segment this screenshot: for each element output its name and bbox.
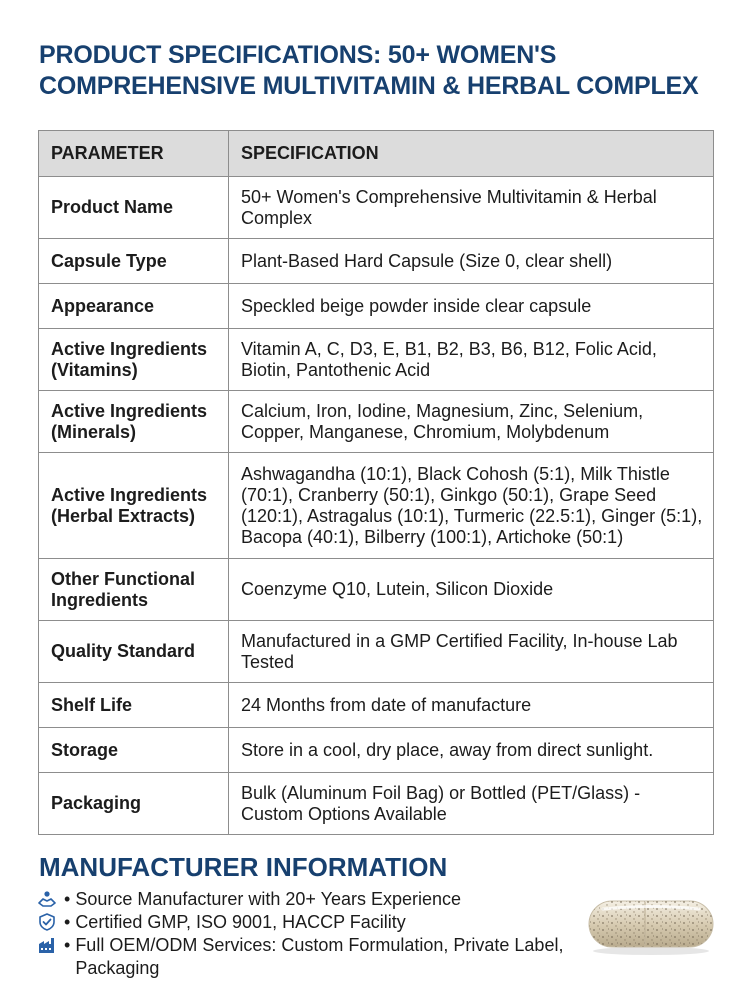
- row-spec: Calcium, Iron, Iodine, Magnesium, Zinc, Selenium, Copper, Manganese, Chromium, Molybdenum: [229, 391, 714, 453]
- capsule-image: [583, 893, 719, 957]
- factory-icon: [38, 936, 56, 954]
- title-line-2: COMPREHENSIVE MULTIVITAMIN & HERBAL COMPLEX: [39, 72, 699, 100]
- table-row: [39, 284, 714, 329]
- manufacturer-heading: MANUFACTURER INFORMATION: [39, 852, 448, 882]
- list-item: • Full OEM/ODM Services: Custom Formulation, Private Label, Packaging: [38, 934, 578, 980]
- row-param: Packaging: [39, 773, 229, 835]
- table-row: [39, 559, 714, 621]
- list-item: • Certified GMP, ISO 9001, HACCP Facility: [38, 911, 578, 934]
- header-parameter: PARAMETER: [39, 131, 229, 177]
- row-param: Shelf Life: [39, 683, 229, 728]
- row-spec: Bulk (Aluminum Foil Bag) or Bottled (PET/Glass) - Custom Options Available: [229, 773, 714, 835]
- row-spec: Ashwagandha (10:1), Black Cohosh (5:1), Milk Thistle (70:1), Cranberry (50:1), Ginkgo (50:1), Grape Seed (120:1), Astragalus (10:1), Turmeric (22.5:1), Ginger (5:1), Bacopa (40:1), Bilberry (100:1), Artichoke (50:1): [229, 453, 714, 559]
- handshake-icon: [38, 890, 56, 908]
- row-param: Appearance: [39, 284, 229, 329]
- row-spec: 50+ Women's Comprehensive Multivitamin & Herbal Complex: [229, 177, 714, 239]
- row-param: Capsule Type: [39, 239, 229, 284]
- table-header-row: [39, 131, 714, 177]
- list-item-text: Source Manufacturer with 20+ Years Experience: [75, 889, 462, 909]
- table-row: [39, 239, 714, 284]
- list-item: • Source Manufacturer with 20+ Years Experience: [38, 888, 578, 911]
- row-param: Product Name: [39, 177, 229, 239]
- list-item-text: Full OEM/ODM Services: Custom Formulation, Private Label, Packaging: [75, 935, 564, 978]
- title-line-1: PRODUCT SPECIFICATIONS: 50+ WOMEN'S: [39, 41, 557, 69]
- row-spec: 24 Months from date of manufacture: [229, 683, 714, 728]
- row-param: Active Ingredients (Minerals): [39, 391, 229, 453]
- row-param: Quality Standard: [39, 621, 229, 683]
- manufacturer-list: [38, 888, 578, 980]
- table-row: [39, 621, 714, 683]
- table-row: [39, 391, 714, 453]
- header-specification: SPECIFICATION: [229, 131, 714, 177]
- row-param: Active Ingredients (Herbal Extracts): [39, 453, 229, 559]
- row-spec: Speckled beige powder inside clear capsule: [229, 284, 714, 329]
- page-title: [39, 40, 729, 102]
- specifications-table: [38, 130, 714, 835]
- table-row: [39, 773, 714, 835]
- row-spec: Store in a cool, dry place, away from direct sunlight.: [229, 728, 714, 773]
- row-param: Active Ingredients (Vitamins): [39, 329, 229, 391]
- table-row: [39, 728, 714, 773]
- table-row: [39, 177, 714, 239]
- row-spec: Plant-Based Hard Capsule (Size 0, clear shell): [229, 239, 714, 284]
- shield-check-icon: [38, 913, 56, 931]
- table-row: [39, 453, 714, 559]
- list-item-text: Certified GMP, ISO 9001, HACCP Facility: [75, 912, 406, 932]
- row-spec: Coenzyme Q10, Lutein, Silicon Dioxide: [229, 559, 714, 621]
- row-spec: Vitamin A, C, D3, E, B1, B2, B3, B6, B12, Folic Acid, Biotin, Pantothenic Acid: [229, 329, 714, 391]
- table-row: [39, 683, 714, 728]
- row-param: Other Functional Ingredients: [39, 559, 229, 621]
- row-param: Storage: [39, 728, 229, 773]
- row-spec: Manufactured in a GMP Certified Facility, In-house Lab Tested: [229, 621, 714, 683]
- table-row: [39, 329, 714, 391]
